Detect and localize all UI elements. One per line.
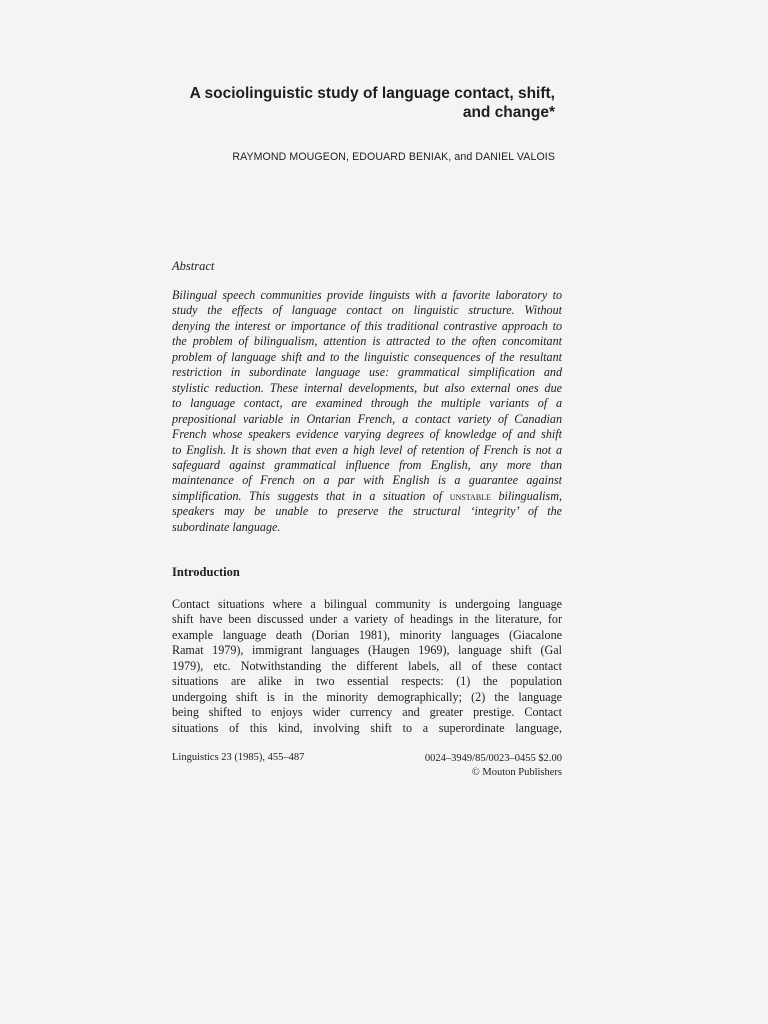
abstract-line: to English. It is shown that even a high level of retention of French is not a (172, 442, 562, 457)
body-line: situations are alike in two essential respects: (1) the population (172, 674, 562, 689)
abstract-line: Bilingual speech communities provide linguists with a favorite laboratory to (172, 288, 562, 302)
body-line: Contact situations where a bilingual community is undergoing language (172, 597, 562, 611)
abstract-line: denying the interest or importance of this traditional contrastive approach to (172, 318, 562, 333)
abstract-line: study the effects of language contact on linguistic structure. Without (172, 303, 562, 318)
title-line-2: and change* (462, 104, 555, 121)
abstract-line: prepositional variable in Ontarian French, a contact variety of Canadian (172, 411, 562, 426)
body-line: undergoing shift is in the minority demographically; (2) the language (172, 689, 562, 704)
body-line: Ramat 1979), immigrant languages (Haugen 1969), language shift (Gal (172, 643, 562, 658)
abstract-line: the problem of bilingualism, attention is attracted to the often concomitant (172, 334, 562, 349)
abstract-line: maintenance of French on a par with English is a guarantee against (172, 473, 562, 488)
abstract-line: restriction in subordinate language use: grammatical simplification and (172, 365, 562, 380)
abstract-line-head: simplification. This suggests that in a situation of (172, 488, 443, 503)
journal-citation: Linguistics 23 (1985), 455–487 (172, 752, 305, 763)
body-line: example language death (Dorian 1981), minority languages (Giacalone (172, 627, 562, 642)
abstract-line: safeguard against grammatical influence from English, any more than (172, 457, 562, 472)
abstract-line: stylistic reduction. These internal developments, but also external ones due (172, 380, 562, 395)
introduction-text (172, 597, 562, 736)
body-line: situations of this kind, involving shift to a superordinate language, (172, 720, 562, 735)
abstract-line: subordinate language. (172, 519, 281, 534)
body-line: being shifted to enjoys wider currency and greater prestige. Contact (172, 705, 562, 720)
smallcaps-term: unstable (449, 488, 491, 503)
publisher-info (400, 752, 562, 779)
introduction-heading: Introduction (172, 565, 240, 579)
body-line: 1979), etc. Notwithstanding the different labels, all of these contact (172, 658, 562, 673)
article-code: 0024–3949/85/0023–0455 $2.00 (424, 753, 562, 764)
author-list: RAYMOND MOUGEON, EDOUARD BENIAK, and DANIEL VALOIS (232, 151, 555, 163)
abstract-line: French whose speakers evidence varying degrees of knowledge of and shift (172, 427, 562, 442)
abstract-line-mixed (172, 489, 562, 504)
abstract-line: problem of language shift and to the linguistic consequences of the resultant (172, 349, 562, 364)
abstract-heading: Abstract (172, 259, 215, 273)
paper-title (150, 84, 555, 122)
publisher-copyright: © Mouton Publishers (471, 766, 562, 778)
abstract-line: speakers may be unable to preserve the structural ‘integrity’ of the (172, 504, 562, 519)
title-line-1: A sociolinguistic study of language contact, shift, (189, 85, 555, 102)
body-line: shift have been discussed under a variety of headings in the literature, for (172, 612, 562, 627)
abstract-line: to language contact, are examined through the multiple variants of a (172, 396, 562, 411)
abstract-text (172, 288, 562, 535)
abstract-line-tail: bilingualism, (498, 488, 562, 503)
